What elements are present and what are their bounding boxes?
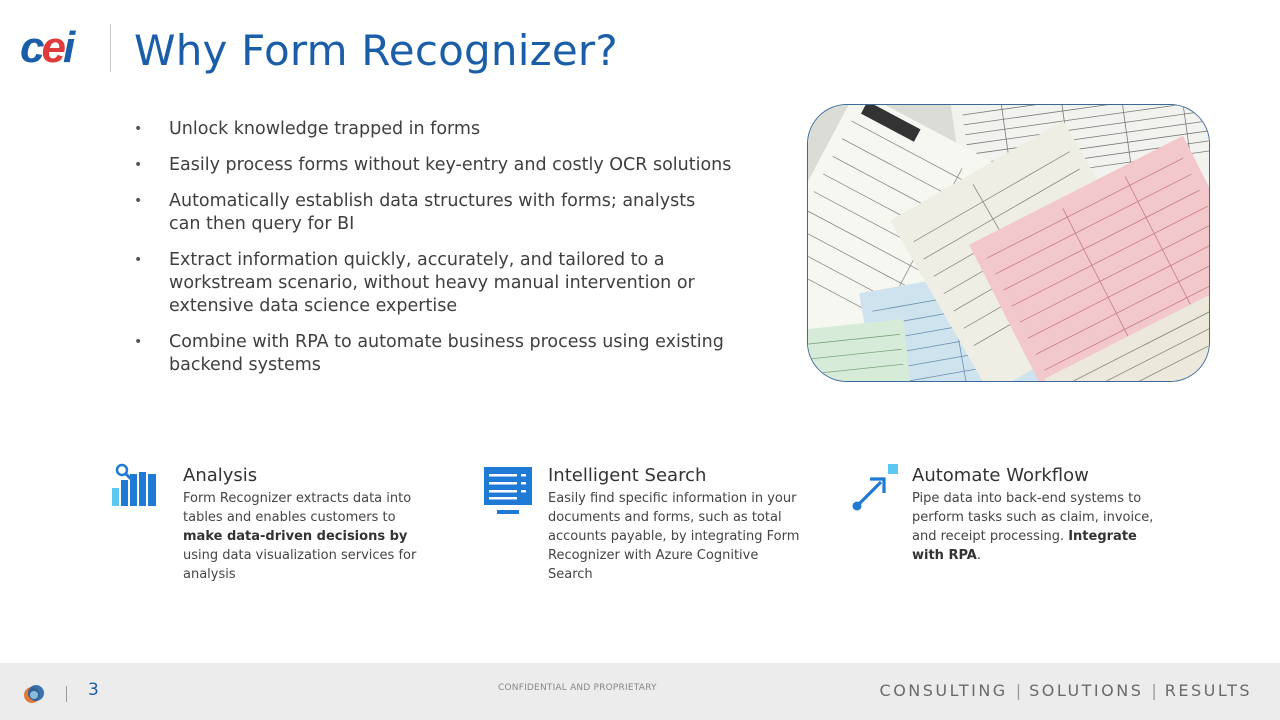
footer-tagline: CONSULTING | SOLUTIONS | RESULTS bbox=[879, 681, 1252, 700]
bullet-item: • Extract information quickly, accurately, and tailored to a workstream scenario, without heavy manual intervention or extensive data science expertise bbox=[134, 250, 695, 316]
page-number: 3 bbox=[88, 680, 99, 700]
feature-description: Easily find specific information in your documents and forms, such as total accounts payable, by integrating Form Recognizer with Azure Cognitive Search bbox=[548, 491, 800, 582]
feature-description: Form Recognizer extracts data into tables and enables customers to make data-driven decisions by using data visualization services for analysis bbox=[183, 491, 417, 582]
company-mark-icon bbox=[22, 683, 46, 705]
monitor-list-icon bbox=[483, 462, 535, 514]
footer-divider bbox=[66, 686, 67, 702]
page-title: Why Form Recognizer? bbox=[134, 26, 618, 75]
bullet-item: • Unlock knowledge trapped in forms bbox=[134, 119, 481, 139]
bar-chart-magnifier-icon bbox=[110, 462, 162, 514]
arrow-to-target-icon bbox=[848, 462, 900, 514]
tax-forms-image bbox=[807, 104, 1210, 382]
bullet-item: • Automatically establish data structures with forms; analysts can then query for BI bbox=[134, 191, 696, 234]
slide-header bbox=[0, 0, 1280, 90]
bullet-item: • Easily process forms without key-entry and costly OCR solutions bbox=[134, 155, 732, 175]
bullet-list bbox=[130, 118, 770, 390]
bullet-item: • Combine with RPA to automate business process using existing backend systems bbox=[134, 332, 724, 375]
title-divider bbox=[110, 24, 111, 72]
feature-title: Analysis bbox=[183, 465, 258, 486]
confidential-notice: CONFIDENTIAL AND PROPRIETARY bbox=[498, 683, 657, 693]
cei-logo: cei bbox=[20, 23, 73, 72]
feature-title: Automate Workflow bbox=[912, 465, 1089, 486]
slide-footer bbox=[0, 663, 1280, 720]
feature-description: Pipe data into back-end systems to perform tasks such as claim, invoice, and receipt processing. Integrate with RPA. bbox=[912, 491, 1154, 563]
feature-title: Intelligent Search bbox=[548, 465, 707, 486]
